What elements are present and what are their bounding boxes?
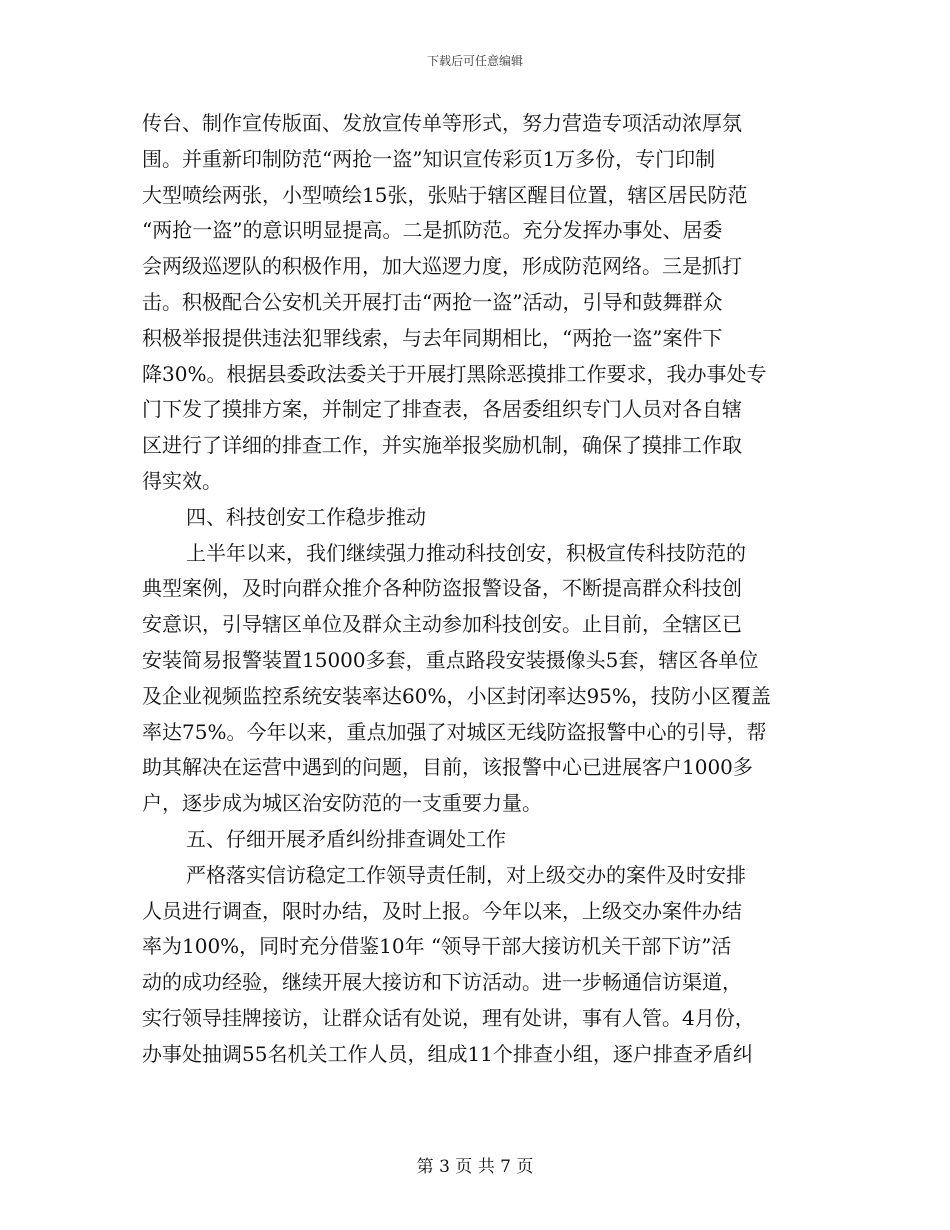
paragraph-line: 积极举报提供违法犯罪线索，与去年同期相比，“两抢一盗”案件下 bbox=[142, 325, 723, 350]
paragraph-line: 助其解决在运营中遇到的问题，目前，该报警中心已进展客户1000多 bbox=[142, 755, 753, 780]
paragraph-line: 安装简易报警装置15000多套，重点路段安装摄像头5套，辖区各单位 bbox=[142, 647, 759, 672]
paragraph-line: 击。积极配合公安机关开展打击“两抢一盗”活动，引导和鼓舞群众 bbox=[142, 289, 723, 314]
page-header: 下载后可任意编辑 bbox=[426, 54, 523, 68]
paragraph-line: 会两级巡逻队的积极作用，加大巡逻力度，形成防范网络。三是抓打 bbox=[142, 254, 742, 279]
paragraph-line: 实行领导挂牌接访，让群众话有处说，理有处讲，事有人管。4月份， bbox=[142, 1005, 755, 1030]
paragraph-line: 区进行了详细的排查工作，并实施举报奖励机制，确保了摸排工作取 bbox=[142, 433, 742, 458]
paragraph-line: 传台、制作宣传版面、发放宣传单等形式，努力营造专项活动浓厚氛 bbox=[142, 111, 742, 135]
document-body bbox=[142, 106, 814, 1073]
paragraph-line: 率达75%。今年以来，重点加强了对城区无线防盗报警中心的引导，帮 bbox=[142, 719, 767, 744]
section-heading: 四、科技创安工作稳步推动 bbox=[186, 504, 426, 529]
paragraph-line: 户，逐步成为城区治安防范的一支重要力量。 bbox=[142, 791, 542, 816]
paragraph-line: 大型喷绘两张，小型喷绘15张，张贴于辖区醒目位置，辖区居民防范 bbox=[142, 182, 748, 207]
paragraph-line: 围。并重新印制防范“两抢一盗”知识宣传彩页1万多份，专门印制 bbox=[142, 146, 716, 171]
page-number-footer: 第 3 页 共 7 页 bbox=[416, 1157, 534, 1177]
paragraph-line: 办事处抽调55名机关工作人员，组成11个排查小组，逐户排查矛盾纠 bbox=[142, 1041, 753, 1066]
paragraph-line: 率为100%，同时充分借鉴10年 “领导干部大接访机关干部下访”活 bbox=[142, 934, 732, 959]
paragraph-line: 严格落实信访稳定工作领导责任制，对上级交办的案件及时安排 bbox=[186, 862, 746, 887]
paragraph-line: 及企业视频监控系统安装率达60%，小区封闭率达95%，技防小区覆盖 bbox=[142, 683, 771, 708]
section-heading: 五、仔细开展矛盾纠纷排查调处工作 bbox=[186, 826, 506, 851]
paragraph-line: 得实效。 bbox=[142, 468, 222, 493]
paragraph-line: 人员进行调查，限时办结，及时上报。今年以来，上级交办案件办结 bbox=[142, 898, 742, 923]
paragraph-line: 门下发了摸排方案，并制定了排查表，各居委组织专门人员对各自辖 bbox=[142, 397, 742, 422]
paragraph-line: 安意识，引导辖区单位及群众主动参加科技创安。止目前，全辖区已 bbox=[142, 612, 742, 637]
paragraph-line: 上半年以来，我们继续强力推动科技创安，积极宣传科技防范的 bbox=[186, 540, 746, 565]
paragraph-line: “两抢一盗”的意识明显提高。二是抓防范。充分发挥办事处、居委 bbox=[142, 218, 723, 243]
paragraph-line: 动的成功经验，继续开展大接访和下访活动。进一步畅通信访渠道， bbox=[142, 970, 742, 995]
paragraph-line: 典型案例，及时向群众推介各种防盗报警设备，不断提高群众科技创 bbox=[142, 576, 742, 601]
paragraph-line: 降30%。根据县委政法委关于开展打黑除恶摸排工作要求，我办事处专 bbox=[142, 361, 767, 386]
